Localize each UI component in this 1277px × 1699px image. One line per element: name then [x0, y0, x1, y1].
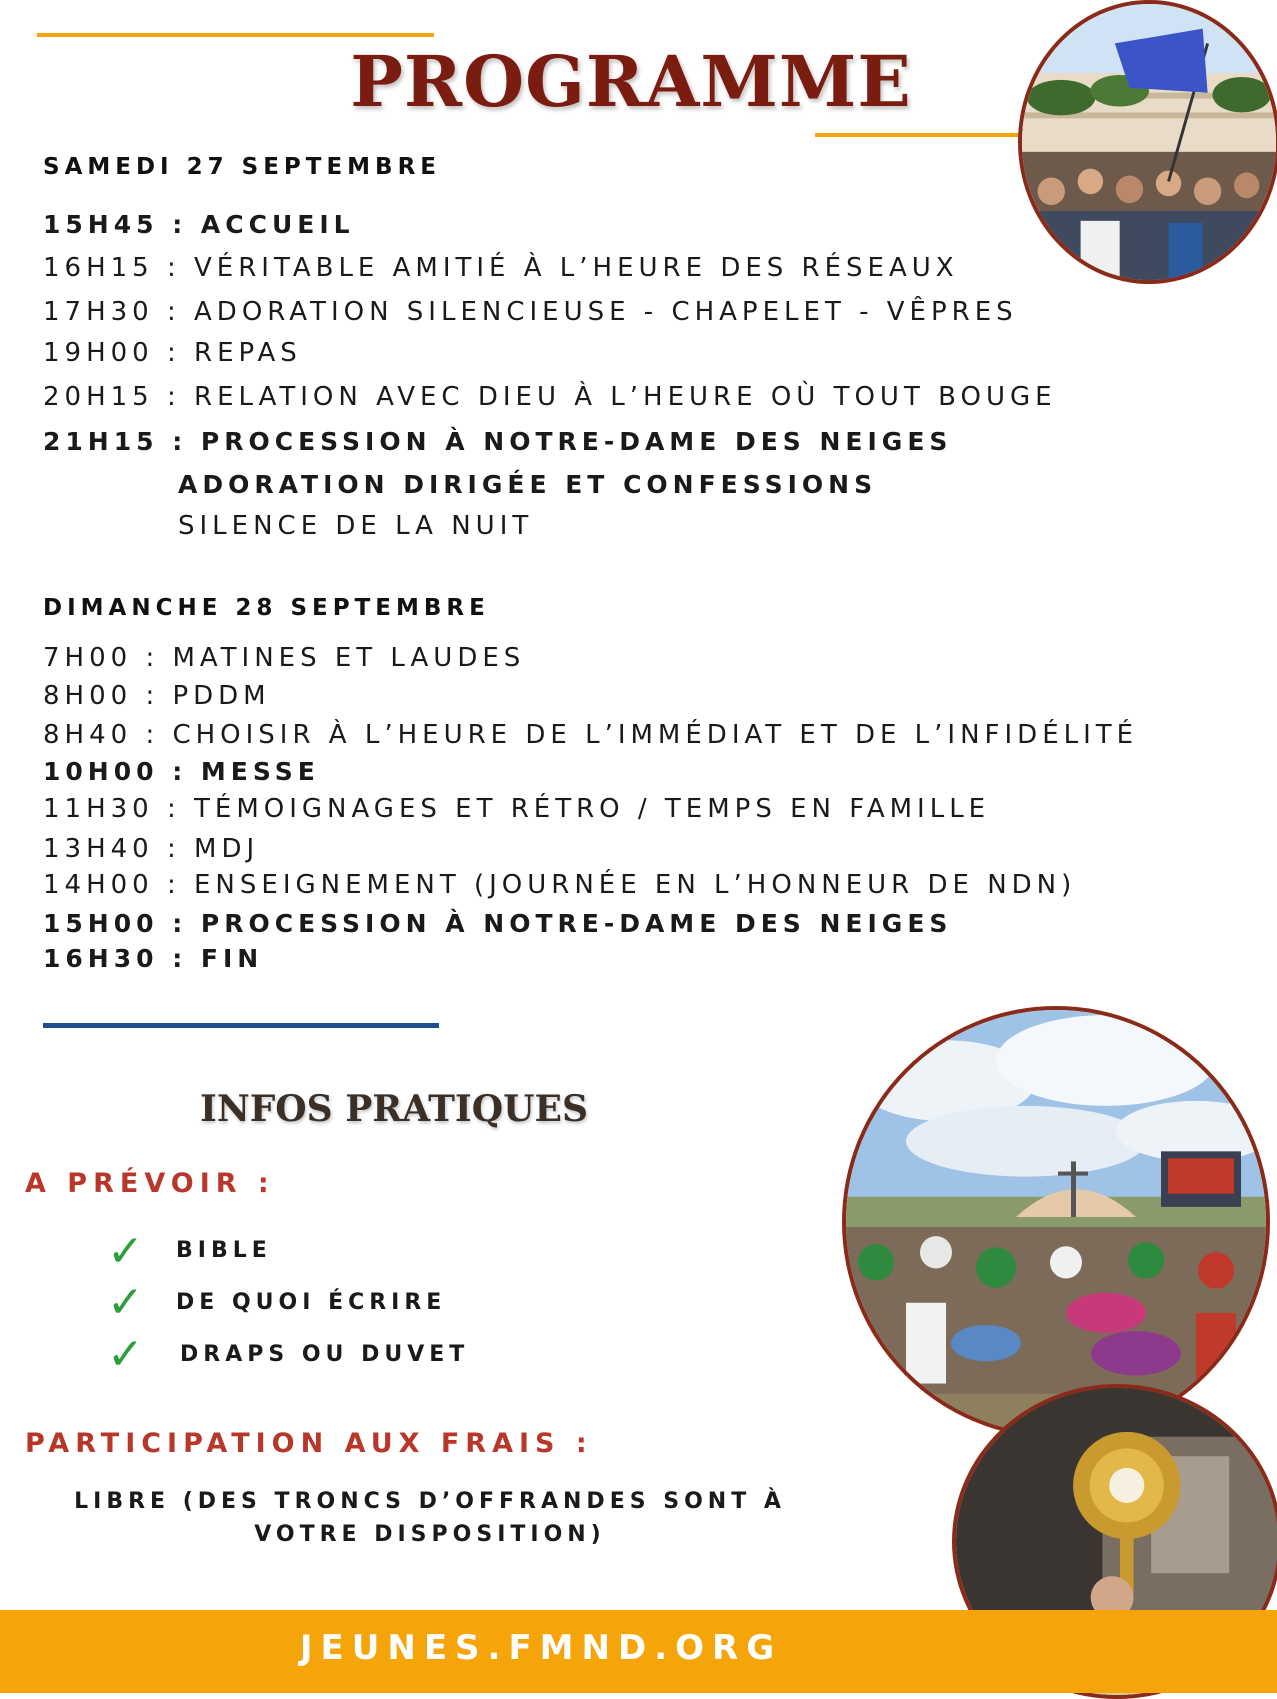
footer-bar [0, 1610, 1277, 1693]
schedule-item: 15H45 : ACCUEIL [43, 210, 355, 239]
schedule-item: 15H00 : PROCESSION À NOTRE-DAME DES NEIGES [43, 909, 953, 938]
rally-crowd-photo [842, 1006, 1270, 1438]
checklist-item: DE QUOI ÉCRIRE [176, 1290, 447, 1315]
schedule-item: 7H00 : MATINES ET LAUDES [43, 643, 526, 673]
schedule-item: 19H00 : REPAS [43, 338, 302, 368]
participation-text: LIBRE (DES TRONCS D’OFFRANDES SONT À VOTRE DISPOSITION) [74, 1489, 786, 1547]
schedule-item: 21H15 : PROCESSION À NOTRE-DAME DES NEIGES [43, 427, 953, 456]
blue-divider [43, 1023, 439, 1028]
infos-title: INFOS PRATIQUES [200, 1088, 588, 1130]
schedule-item: ADORATION DIRIGÉE ET CONFESSIONS [178, 470, 878, 499]
schedule-item: 11H30 : TÉMOIGNAGES ET RÉTRO / TEMPS EN FAMILLE [43, 794, 991, 824]
schedule-item: 8H40 : CHOISIR À L’HEURE DE L’IMMÉDIAT ET DE L’INFIDÉLITÉ [43, 720, 1139, 750]
check-icon: ✓ [107, 1226, 144, 1277]
schedule-item: SILENCE DE LA NUIT [178, 511, 534, 541]
website-link[interactable]: JEUNES.FMND.ORG [299, 1628, 783, 1668]
page-title: PROGRAMME [350, 40, 912, 123]
participation-heading: PARTICIPATION AUX FRAIS : [25, 1428, 593, 1459]
checklist-item: BIBLE [176, 1238, 272, 1263]
top-left-orange-rule [37, 33, 434, 37]
schedule-item: 16H30 : FIN [43, 944, 264, 973]
schedule-item: 14H00 : ENSEIGNEMENT (JOURNÉE EN L’HONNEUR DE NDN) [43, 870, 1077, 900]
checklist-item: DRAPS OU DUVET [180, 1342, 470, 1367]
sunday-heading: DIMANCHE 28 SEPTEMBRE [43, 595, 490, 621]
schedule-item: 16H15 : VÉRITABLE AMITIÉ À L’HEURE DES RÉSEAUX [43, 253, 959, 283]
schedule-item: 20H15 : RELATION AVEC DIEU À L’HEURE OÙ TOUT BOUGE [43, 382, 1057, 412]
crowd-flag-photo [1018, 0, 1277, 284]
schedule-item: 10H00 : MESSE [43, 757, 320, 786]
top-right-orange-rule [815, 133, 1027, 137]
schedule-item: 13H40 : MDJ [43, 834, 260, 864]
check-icon: ✓ [107, 1329, 144, 1380]
saturday-heading: SAMEDI 27 SEPTEMBRE [43, 154, 442, 180]
check-icon: ✓ [107, 1277, 144, 1328]
prevoir-heading: A PRÉVOIR : [25, 1168, 275, 1199]
schedule-item: 8H00 : PDDM [43, 681, 271, 711]
schedule-item: 17H30 : ADORATION SILENCIEUSE - CHAPELET - VÊPRES [43, 297, 1018, 327]
